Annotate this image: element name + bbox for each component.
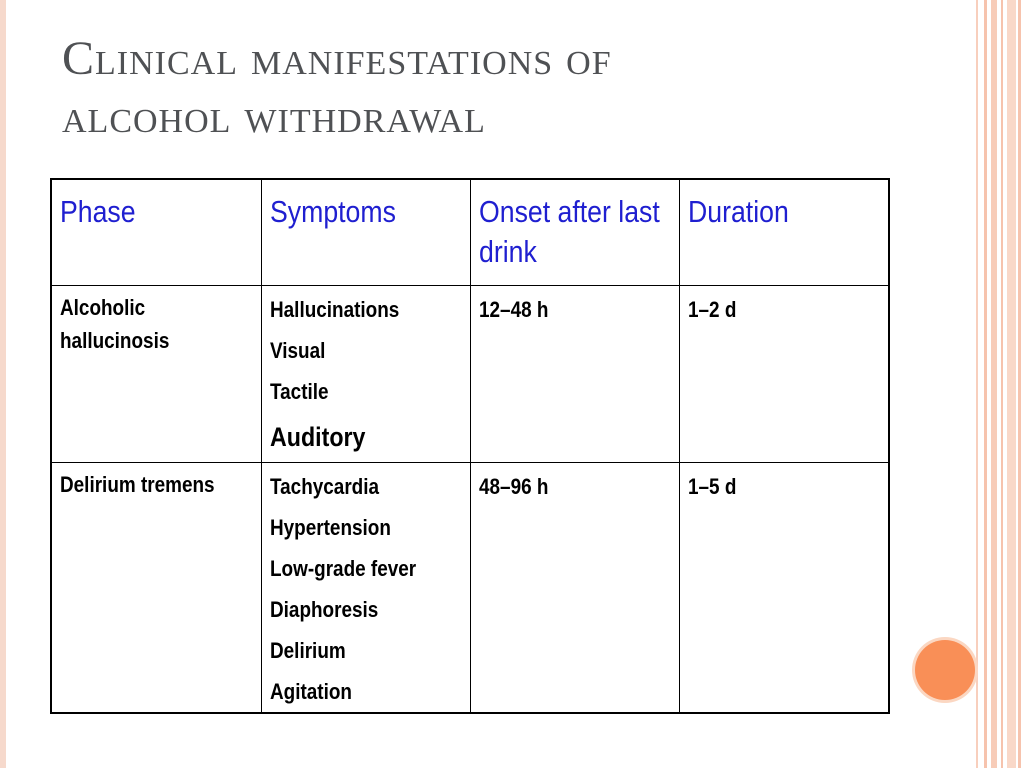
stripe [976,0,978,768]
symptom-item: Delirium [269,637,346,663]
onset-cell [470,285,679,462]
table-row [51,285,889,462]
symptom-item: Hallucinations [269,296,399,322]
withdrawal-table-container [50,178,890,714]
header-phase-label: Phase [60,194,136,229]
symptoms-list [270,466,462,712]
title-line-2: alcohol withdrawal [62,90,486,143]
phase-label: Alcoholic hallucinosis [60,294,170,353]
header-symptoms [261,179,470,285]
phase-cell [51,462,261,713]
duration-cell [679,285,889,462]
symptom-item: Tactile [269,378,329,404]
duration-cell [679,462,889,713]
onset-cell [470,462,679,713]
symptoms-cell [261,285,470,462]
stripe [991,0,997,768]
withdrawal-table [50,178,890,714]
symptoms-list [270,289,462,462]
table-header-row [51,179,889,285]
phase-label: Delirium tremens [60,471,215,497]
stripe [1001,0,1003,768]
header-onset [470,179,679,285]
symptom-item: Agitation [269,678,352,704]
orange-circle-icon [915,640,975,700]
phase-cell [51,285,261,462]
table-row [51,462,889,713]
header-phase [51,179,261,285]
stripe [984,0,987,768]
slide-title [62,30,922,146]
stripe [1018,0,1021,768]
symptom-item: Low-grade fever [269,555,416,581]
onset-value: 48–96 h [478,473,548,499]
duration-value: 1–2 d [687,296,736,322]
stripe [1007,0,1016,768]
symptom-item: Hypertension [269,514,391,540]
header-onset-label: Onset after last drink [478,194,660,269]
onset-value: 12–48 h [478,296,548,322]
left-border-decoration [0,0,6,768]
symptom-item: Tachycardia [269,473,379,499]
duration-value: 1–5 d [687,473,736,499]
header-duration [679,179,889,285]
symptoms-cell [261,462,470,713]
header-symptoms-label: Symptoms [269,194,396,229]
title-line-1: Clinical manifestations of [62,32,612,85]
symptom-item: Auditory [269,421,365,452]
header-duration-label: Duration [687,194,789,229]
right-stripes-decoration [976,0,1024,768]
symptom-item: Visual [269,337,325,363]
symptom-item: Diaphoresis [269,596,378,622]
